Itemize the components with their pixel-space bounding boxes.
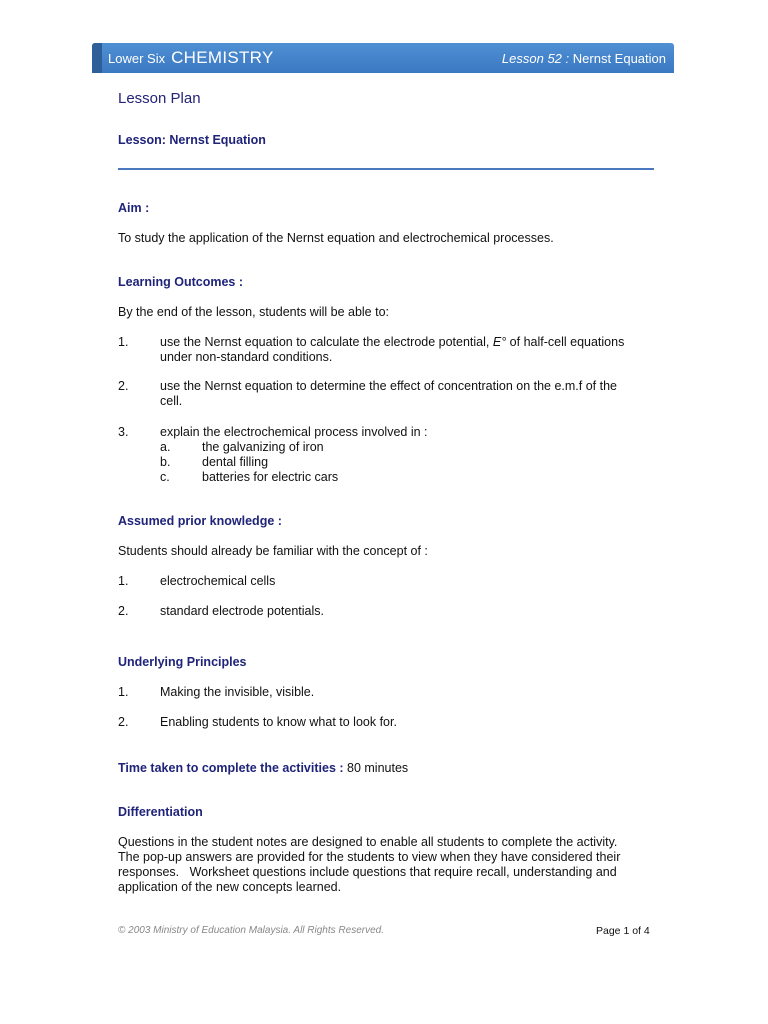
divider (118, 168, 654, 170)
page-number: Page 1 of 4 (596, 925, 650, 937)
banner-edge-decoration (92, 43, 102, 73)
header-banner (92, 43, 674, 73)
subitem-letter: a. (160, 440, 171, 454)
outcome-number: 1. (118, 335, 129, 349)
prior-heading: Assumed prior knowledge : (118, 514, 282, 528)
differentiation-line: responses. Worksheet questions include questions that require recall, understanding and (118, 865, 617, 879)
subitem-text: the galvanizing of iron (202, 440, 324, 454)
outcome-text-part: of half-cell equations (506, 335, 625, 349)
differentiation-text (118, 835, 654, 895)
principle-text: Making the invisible, visible. (160, 685, 315, 699)
outcome-number: 2. (118, 379, 129, 393)
lesson-number: Lesson 52 : (501, 50, 570, 66)
outcomes-intro: By the end of the lesson, students will be able to: (118, 305, 390, 319)
principles-heading: Underlying Principles (118, 655, 247, 669)
prior-number: 1. (118, 574, 129, 588)
time-value: 80 minutes (347, 761, 409, 775)
differentiation-line: Questions in the student notes are designed to enable all students to complete the activity. (118, 835, 618, 849)
page-title: Lesson Plan (118, 90, 201, 107)
aim-text: To study the application of the Nernst equation and electrochemical processes. (118, 231, 554, 245)
lesson-line: Lesson: Nernst Equation (118, 133, 266, 147)
outcome-text-line2: cell. (160, 394, 183, 408)
course-title (108, 48, 274, 68)
time-line (118, 761, 408, 776)
subitem-text: dental filling (202, 455, 269, 469)
outcome-text: explain the electrochemical process involved in : (160, 425, 428, 439)
outcome-text-line2: under non-standard conditions. (160, 350, 333, 364)
principle-number: 2. (118, 715, 129, 729)
copyright-notice: © 2003 Ministry of Education Malaysia. All Rights Reserved. (118, 925, 385, 936)
subitem-text: batteries for electric cars (202, 470, 339, 484)
lesson-header-title: Nernst Equation (572, 50, 666, 66)
principle-number: 1. (118, 685, 129, 699)
subitem-letter: b. (160, 455, 171, 469)
outcome-number: 3. (118, 425, 129, 439)
differentiation-line: application of the new concepts learned. (118, 880, 342, 894)
outcome-text (160, 379, 654, 409)
prior-text: electrochemical cells (160, 574, 276, 588)
aim-heading: Aim : (118, 201, 150, 215)
outcomes-heading: Learning Outcomes : (118, 275, 244, 289)
course-name: CHEMISTRY (171, 48, 274, 67)
lesson-header (502, 51, 666, 66)
course-prefix: Lower Six (108, 51, 166, 66)
prior-number: 2. (118, 604, 129, 618)
e-standard-symbol: E° (492, 335, 507, 349)
differentiation-heading: Differentiation (118, 805, 203, 819)
outcome-text-part: use the Nernst equation to calculate the electrode potential, (160, 335, 493, 349)
subitem-letter: c. (160, 470, 170, 484)
time-label: Time taken to complete the activities : (118, 761, 344, 775)
principle-text: Enabling students to know what to look for. (160, 715, 397, 729)
differentiation-line: The pop-up answers are provided for the students to view when they have considered their (118, 850, 621, 864)
outcome-text-line1: use the Nernst equation to determine the effect of concentration on the e.m.f of the (160, 379, 618, 393)
outcome-text (160, 335, 654, 365)
prior-intro: Students should already be familiar with the concept of : (118, 544, 428, 558)
prior-text: standard electrode potentials. (160, 604, 324, 618)
